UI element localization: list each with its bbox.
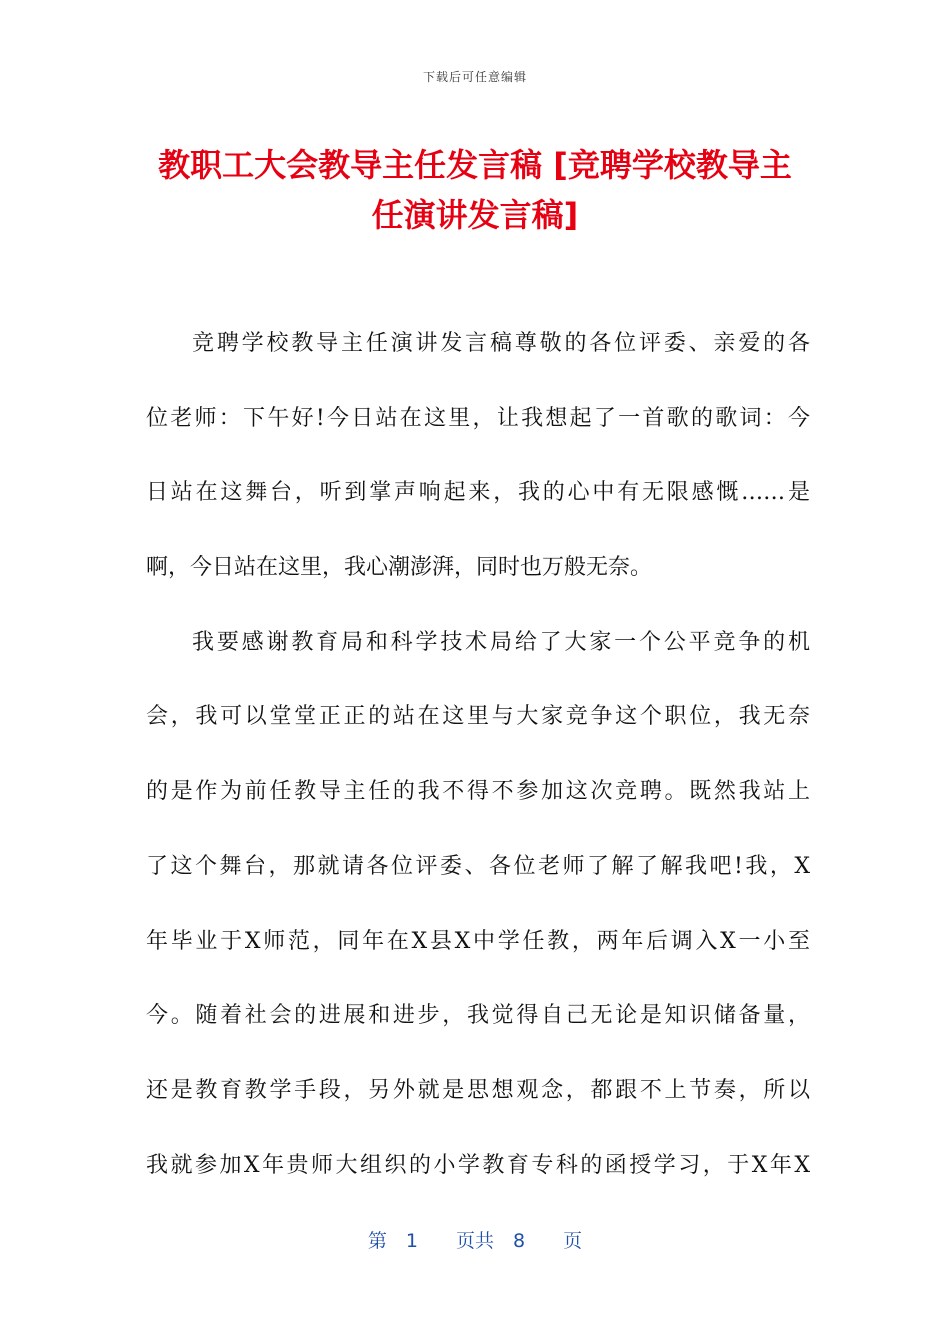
document-body	[146, 322, 810, 1218]
paragraph-line: 今。随着社会的进展和进步，我觉得自己无论是知识储备量，	[146, 1003, 810, 1029]
paragraph-line: 了这个舞台，那就请各位评委、各位老师了解了解我吧!我，X	[146, 853, 810, 879]
title-line-1: 教职工大会教导主任发言稿 [竞聘学校教导主	[158, 146, 792, 184]
paragraph-line: 的是作为前任教导主任的我不得不参加这次竞聘。既然我站上	[146, 779, 810, 805]
paragraph-2	[146, 621, 810, 1219]
paragraph-line: 还是教育教学手段，另外就是思想观念，都跟不上节奏，所以	[146, 1077, 810, 1103]
paragraph-line: 我要感谢教育局和科学技术局给了大家一个公平竞争的机	[192, 629, 810, 655]
paragraph-line: 年毕业于X师范，同年在X县X中学任教，两年后调入X一小至	[146, 928, 810, 954]
paragraph-line: 我就参加X年贵师大组织的小学教育专科的函授学习，于X年X	[146, 1152, 810, 1178]
document-title	[140, 140, 810, 240]
paragraph-line: 啊，今日站在这里，我心潮澎湃，同时也万般无奈。	[146, 555, 653, 581]
header-note: 下载后可任意编辑	[422, 70, 527, 84]
paragraph-line: 竞聘学校教导主任演讲发言稿尊敬的各位评委、亲爱的各	[192, 331, 810, 356]
paragraph-line: 会，我可以堂堂正正的站在这里与大家竞争这个职位，我无奈	[146, 704, 810, 730]
title-line-2: 任演讲发言稿]	[371, 196, 579, 234]
page-footer: 第 1 页共 8 页	[367, 1230, 583, 1252]
paragraph-line: 日站在这舞台，听到掌声响起来，我的心中有无限感慨……是	[146, 480, 810, 506]
paragraph-1	[146, 322, 810, 621]
paragraph-line: 位老师：下午好!今日站在这里，让我想起了一首歌的歌词：今	[146, 405, 810, 431]
